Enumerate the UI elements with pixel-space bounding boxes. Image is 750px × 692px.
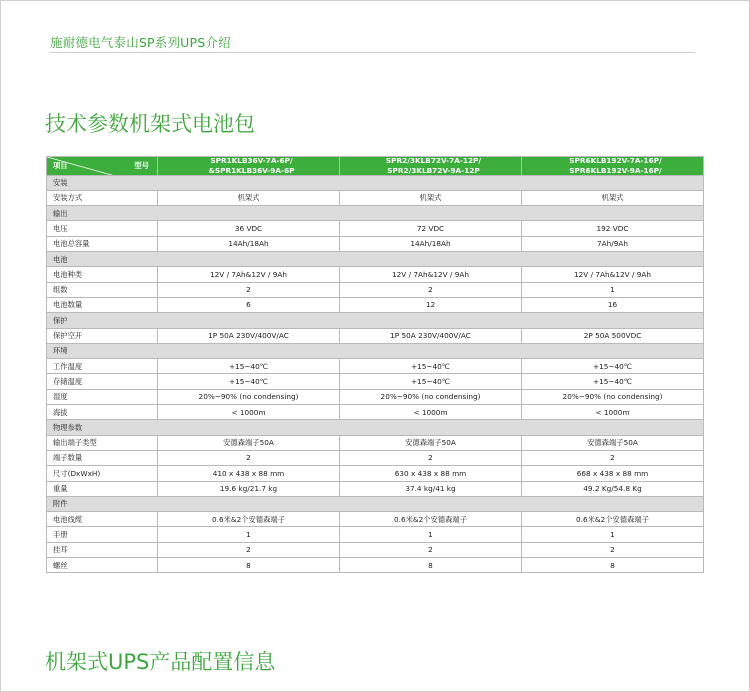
cell-value: 0.6米&2个安德森端子 <box>158 512 340 527</box>
cell-value: 1 <box>158 527 340 542</box>
cell-value: 72 VDC <box>340 221 522 236</box>
row-label: 电池总容量 <box>47 236 158 251</box>
cell-value: 1P 50A 230V/400V/AC <box>340 328 522 343</box>
section-label: 安装 <box>47 175 704 190</box>
section-label: 附件 <box>47 496 704 511</box>
cell-value: 8 <box>340 558 522 573</box>
cell-value: 20%~90% (no condensing) <box>340 389 522 404</box>
cell-value: 630 x 438 x 88 mm <box>340 466 522 481</box>
cell-value: +15~40℃ <box>340 359 522 374</box>
cell-value: 6 <box>158 297 340 312</box>
table-row <box>47 481 704 496</box>
model-name-line2: &SPR1KLB36V-9A-6P <box>208 166 295 176</box>
section-row <box>47 420 704 435</box>
spec-table <box>46 156 704 573</box>
section-row <box>47 175 704 190</box>
cell-value: 2 <box>340 542 522 557</box>
row-label: 保护空开 <box>47 328 158 343</box>
section-label: 物理参数 <box>47 420 704 435</box>
cell-value: 0.6米&2个安德森端子 <box>340 512 522 527</box>
table-header-row <box>47 157 704 176</box>
cell-value: 36 VDC <box>158 221 340 236</box>
cell-value: 37.4 kg/41 kg <box>340 481 522 496</box>
cell-value: +15~40℃ <box>340 374 522 389</box>
model-name-line2: SPR2/3KLB72V-9A-12P <box>387 166 480 176</box>
cell-value: 安德森端子50A <box>522 435 704 450</box>
model-name-line2: SPR6KLB192V-9A-16P/ <box>569 166 662 176</box>
section-label: 环境 <box>47 343 704 358</box>
cell-value: 安德森端子50A <box>340 435 522 450</box>
row-label: 电压 <box>47 221 158 236</box>
cell-value: 2 <box>340 450 522 465</box>
cell-value: 16 <box>522 297 704 312</box>
document-header-title: 施耐德电气泰山SP系列UPS介绍 <box>50 35 231 50</box>
cell-value: 668 x 438 x 88 mm <box>522 466 704 481</box>
table-row <box>47 527 704 542</box>
corner-label-item: 项目 <box>53 161 68 171</box>
cell-value: 2 <box>158 282 340 297</box>
cell-value: < 1000m <box>522 405 704 420</box>
cell-value: < 1000m <box>158 405 340 420</box>
cell-value: 49.2 Kg/54.8 Kg <box>522 481 704 496</box>
cell-value: 8 <box>158 558 340 573</box>
section-label: 保护 <box>47 313 704 328</box>
cell-value: 14Ah/18Ah <box>158 236 340 251</box>
cell-value: 机架式 <box>522 190 704 205</box>
cell-value: 1 <box>522 527 704 542</box>
model-name-line1: SPR6KLB192V-7A-16P/ <box>569 156 662 165</box>
table-row <box>47 190 704 205</box>
section-row <box>47 252 704 267</box>
row-label: 尺寸(DxWxH) <box>47 466 158 481</box>
table-row <box>47 405 704 420</box>
table-row <box>47 297 704 312</box>
cell-value: 机架式 <box>158 190 340 205</box>
table-row <box>47 512 704 527</box>
cell-value: 1 <box>522 282 704 297</box>
row-label: 湿度 <box>47 389 158 404</box>
section-label: 输出 <box>47 206 704 221</box>
table-row <box>47 542 704 557</box>
spec-table-body <box>47 175 704 573</box>
cell-value: 12 <box>340 297 522 312</box>
cell-value: +15~40℃ <box>158 374 340 389</box>
table-row <box>47 466 704 481</box>
row-label: 存储温度 <box>47 374 158 389</box>
table-row <box>47 374 704 389</box>
row-label: 端子数量 <box>47 450 158 465</box>
table-row <box>47 450 704 465</box>
cell-value: 410 x 438 x 88 mm <box>158 466 340 481</box>
cell-value: +15~40℃ <box>158 359 340 374</box>
row-label: 重量 <box>47 481 158 496</box>
model-header-2 <box>340 157 522 176</box>
section-row <box>47 496 704 511</box>
row-label: 手册 <box>47 527 158 542</box>
cell-value: 2 <box>340 282 522 297</box>
model-name-line1: SPR1KLB36V-7A-6P/ <box>210 156 293 165</box>
header-divider <box>50 52 695 53</box>
section-title-specs: 技术参数机架式电池包 <box>45 112 255 136</box>
cell-value: 2 <box>522 450 704 465</box>
table-row <box>47 267 704 282</box>
table-row <box>47 389 704 404</box>
cell-value: 1P 50A 230V/400V/AC <box>158 328 340 343</box>
cell-value: 14Ah/18Ah <box>340 236 522 251</box>
cell-value: 12V / 7Ah&12V / 9Ah <box>340 267 522 282</box>
table-row <box>47 359 704 374</box>
cell-value: 8 <box>522 558 704 573</box>
row-label: 工作温度 <box>47 359 158 374</box>
corner-label-model: 型号 <box>134 161 149 170</box>
table-row <box>47 435 704 450</box>
section-row <box>47 313 704 328</box>
section-row <box>47 343 704 358</box>
row-label: 电池线缆 <box>47 512 158 527</box>
cell-value: 19.6 kg/21.7 kg <box>158 481 340 496</box>
cell-value: 2 <box>158 450 340 465</box>
section-title-config: 机架式UPS产品配置信息 <box>45 650 276 674</box>
cell-value: 7Ah/9Ah <box>522 236 704 251</box>
cell-value: 2 <box>158 542 340 557</box>
corner-cell <box>47 157 158 176</box>
table-row <box>47 221 704 236</box>
cell-value: 0.6米&2个安德森端子 <box>522 512 704 527</box>
cell-value: 12V / 7Ah&12V / 9Ah <box>158 267 340 282</box>
cell-value: 机架式 <box>340 190 522 205</box>
row-label: 电池种类 <box>47 267 158 282</box>
cell-value: +15~40℃ <box>522 359 704 374</box>
cell-value: 192 VDC <box>522 221 704 236</box>
row-label: 组数 <box>47 282 158 297</box>
row-label: 安装方式 <box>47 190 158 205</box>
cell-value: 1 <box>340 527 522 542</box>
cell-value: 20%~90% (no condensing) <box>158 389 340 404</box>
model-header-3 <box>522 157 704 176</box>
cell-value: 2P 50A 500VDC <box>522 328 704 343</box>
row-label: 输出端子类型 <box>47 435 158 450</box>
section-row <box>47 206 704 221</box>
model-name-line1: SPR2/3KLB72V-7A-12P/ <box>385 156 482 165</box>
table-row <box>47 558 704 573</box>
row-label: 电池数量 <box>47 297 158 312</box>
table-row <box>47 328 704 343</box>
row-label: 螺丝 <box>47 558 158 573</box>
cell-value: < 1000m <box>340 405 522 420</box>
model-header-1 <box>158 157 340 176</box>
table-row <box>47 236 704 251</box>
row-label: 海拔 <box>47 405 158 420</box>
cell-value: 12V / 7Ah&12V / 9Ah <box>522 267 704 282</box>
cell-value: 20%~90% (no condensing) <box>522 389 704 404</box>
row-label: 挂耳 <box>47 542 158 557</box>
cell-value: +15~40℃ <box>522 374 704 389</box>
cell-value: 安德森端子50A <box>158 435 340 450</box>
table-row <box>47 282 704 297</box>
section-label: 电池 <box>47 252 704 267</box>
cell-value: 2 <box>522 542 704 557</box>
